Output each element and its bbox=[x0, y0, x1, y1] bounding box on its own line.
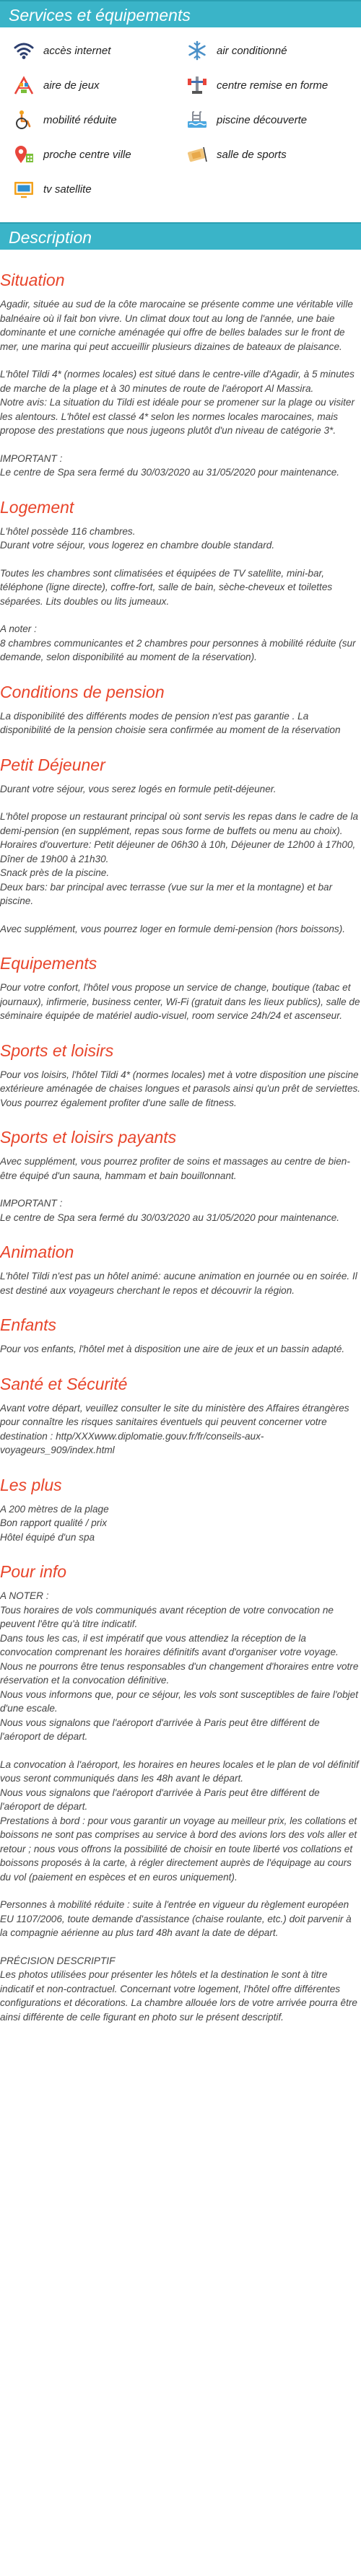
description-title: Description bbox=[9, 228, 92, 247]
service-label: centre remise en forme bbox=[217, 79, 329, 92]
section-paragraph: Agadir, située au sud de la côte marocaine se présente comme une véritable ville balnéaire où il fait bon vivre. Un climat doux tout au long de l'année, une baie dominante et une corniche aménagée qui offre de belles balades sur le front de mer, une marina qui peut accueillir plusieurs dizaines de bateaux de plaisance. bbox=[0, 299, 353, 352]
section-paragraph: A noter : 8 chambres communicantes et 2 chambres pour personnes à mobilité réduite (sur demande, selon disponibilité au moment de la réservation). bbox=[0, 623, 356, 662]
description-section bbox=[0, 953, 361, 1023]
section-heading: Logement bbox=[0, 497, 74, 517]
wheelchair-icon bbox=[12, 108, 36, 131]
description-section bbox=[0, 1374, 361, 1458]
service-label: accès internet bbox=[43, 44, 111, 57]
description-section bbox=[0, 1041, 361, 1110]
services-band bbox=[0, 0, 361, 27]
section-paragraph: A NOTER : Tous horaires de vols communiqués avant réception de votre convocation ne peuvent l'être qu'à titre indicatif. Dans tous les cas, il est impératif que vous attendiez la réception de la convocation comprenant les horaires définitifs avant d'organiser votre voyage. Nous ne pourrons être tenus responsables d'un changement d'horaires entre votre réservation et la convocation définitive. Nous vous informons que, pour ce séjour, les vols sont susceptibles de faire l'objet d'une escale. Nous vous signalons que l'aéroport d'arrivée à Paris peut être différent de l'aéroport de départ. bbox=[0, 1590, 359, 1742]
snowflake-icon bbox=[185, 39, 209, 62]
description-body bbox=[0, 250, 361, 2045]
section-heading: Situation bbox=[0, 271, 65, 289]
section-paragraph: Durant votre séjour, vous serez logés en formule petit-déjeuner. bbox=[0, 783, 277, 794]
section-heading: Petit Déjeuner bbox=[0, 755, 105, 774]
description-section bbox=[0, 1315, 361, 1357]
playground-icon bbox=[12, 74, 36, 97]
section-paragraph: A 200 mètres de la plage Bon rapport qualité / prix Hôtel équipé d'un spa bbox=[0, 1503, 109, 1543]
service-label: piscine découverte bbox=[217, 113, 308, 126]
description-section bbox=[0, 682, 361, 737]
service-item bbox=[185, 74, 349, 97]
description-section bbox=[0, 755, 361, 937]
section-paragraph: Avec supplément, vous pourrez loger en formule demi-pension (hors boissons). bbox=[0, 923, 346, 934]
tv-icon bbox=[12, 178, 36, 201]
section-heading: Sports et loisirs payants bbox=[0, 1128, 177, 1147]
description-section bbox=[0, 270, 361, 480]
sports-room-icon bbox=[185, 143, 209, 166]
location-pin-icon bbox=[12, 143, 36, 166]
section-paragraph: L'hôtel possède 116 chambres. Durant votre séjour, vous logerez en chambre double standard. bbox=[0, 525, 275, 551]
service-label: mobilité réduite bbox=[43, 113, 117, 126]
section-paragraph: Pour votre confort, l'hôtel vous propose un service de change, boutique (tabac et journaux), infirmerie, business center, Wi-Fi (gratuit dans les lieux publics), salle de séminaire équipée de matériel audio-visuel, room service 24h/24 et ascenseur. bbox=[0, 982, 360, 1021]
service-item bbox=[12, 178, 176, 201]
service-item bbox=[185, 143, 349, 166]
section-heading: Pour info bbox=[0, 1562, 67, 1581]
description-section bbox=[0, 1475, 361, 1545]
section-heading: Santé et Sécurité bbox=[0, 1374, 128, 1393]
section-heading: Sports et loisirs bbox=[0, 1041, 114, 1060]
section-paragraph: Pour vos enfants, l'hôtel met à disposition une aire de jeux et un bassin adapté. bbox=[0, 1344, 345, 1354]
description-section bbox=[0, 1127, 361, 1225]
section-paragraph: Avant votre départ, veuillez consulter le site du ministère des Affaires étrangères pour connaître les risques sanitaires éventuels qui peuvent concerner votre destination : http/XXXwww.diplomatie.gouv.fr/fr/conseils-aux-voyageurs_909/index.html bbox=[0, 1402, 349, 1455]
section-paragraph: La convocation à l'aéroport, les horaires en heures locales et le plan de vol définitif vous seront communiqués dans les 48h avant le départ. Nous vous signalons que l'aéroport d'arrivée à Paris peut être différent de l'aéroport de départ. Prestations à bord : pour vous garantir un voyage au meilleur prix, les collations et boissons ne sont pas comprises au service à bord des avions lors des vols aller et retour ; nous vous offrons la possibilité de choisir en toute liberté vos collations et boissons proposés à la carte, à régler directement auprès de l'équipage au cours du vol (paiement en espèces et en euros uniquement). bbox=[0, 1758, 359, 1883]
section-paragraph: L'hôtel propose un restaurant principal où sont servis les repas dans le cadre de la demi-pension (en supplément, repas sous forme de buffets ou menu au choix). Horaires d'ouverture: Petit déjeuner de 06h30 à 10h, Déjeuner de 12h00 à 17h00, Dîner de 19h00 à 21h30. Snack près de la piscine. Deux bars: bar principal avec terrasse (vue sur la mer et la montagne) et bar piscine. bbox=[0, 811, 359, 906]
section-heading: Equipements bbox=[0, 954, 97, 973]
service-label: salle de sports bbox=[217, 148, 287, 161]
service-item bbox=[185, 108, 349, 131]
wifi-icon bbox=[12, 39, 36, 62]
service-label: aire de jeux bbox=[43, 79, 100, 92]
description-section bbox=[0, 1561, 361, 2024]
service-item bbox=[12, 39, 176, 62]
section-heading: Enfants bbox=[0, 1315, 56, 1334]
section-paragraph: Avec supplément, vous pourrez profiter de soins et massages au centre de bien-être équipé d'un sauna, hammam et bain bouillonnant. bbox=[0, 1156, 350, 1181]
service-label: proche centre ville bbox=[43, 148, 131, 161]
service-item bbox=[185, 39, 349, 62]
description-section bbox=[0, 1242, 361, 1297]
section-paragraph: Personnes à mobilité réduite : suite à l'entrée en vigueur du règlement européen EU 1107/2006, toute demande d'assistance (chaise roulante, etc.) doit parvenir à la compagnie aérienne au plus tard 48h avant la date de départ. bbox=[0, 1899, 352, 1938]
section-heading: Conditions de pension bbox=[0, 682, 165, 701]
section-paragraph: L'hôtel Tildi n'est pas un hôtel animé: aucune animation en journée ou en soirée. Il est destiné aux voyageurs cherchant le repos et découvrir la région. bbox=[0, 1271, 357, 1296]
service-label: air conditionné bbox=[217, 44, 287, 57]
service-label: tv satellite bbox=[43, 183, 92, 196]
services-grid bbox=[0, 27, 361, 201]
services-title: Services et équipements bbox=[9, 6, 191, 25]
description-band bbox=[0, 222, 361, 250]
service-item bbox=[12, 143, 176, 166]
service-item bbox=[12, 108, 176, 131]
description-section bbox=[0, 497, 361, 665]
section-paragraph: PRÉCISION DESCRIPTIF Les photos utilisées pour présenter les hôtels et la destination le sont à titre indicatif et non-contractuel. Concernant votre logement, l'hôtel offre différentes configurations et décorations. La chambre allouée lors de votre arrivée pourra être ainsi différente de celle figurant en photo sur le présent descriptif. bbox=[0, 1955, 357, 2023]
section-paragraph: La disponibilité des différents modes de pension n'est pas garantie . La disponibilité de la pension choisie sera confirmée au moment de la réservation bbox=[0, 710, 341, 735]
section-paragraph: Pour vos loisirs, l'hôtel Tildi 4* (normes locales) met à votre disposition une piscine extérieure aménagée de chaises longues et parasols ainsi qu'un prêt de serviettes. Vous pourrez également profiter d'une salle de fitness. bbox=[0, 1069, 361, 1108]
section-paragraph: Toutes les chambres sont climatisées et équipées de TV satellite, mini-bar, téléphone (ligne directe), coffre-fort, salle de bain, sèche-cheveux et toilettes séparées. Lits doubles ou lits jumeaux. bbox=[0, 567, 333, 607]
section-heading: Animation bbox=[0, 1243, 74, 1261]
fitness-icon bbox=[185, 74, 209, 97]
section-paragraph: IMPORTANT : Le centre de Spa sera fermé du 30/03/2020 au 31/05/2020 pour maintenance. bbox=[0, 452, 340, 478]
section-paragraph: L'hôtel Tildi 4* (normes locales) est situé dans le centre-ville d'Agadir, à 5 minutes de marche de la plage et à 30 minutes de route de l'aéroport Al Massira. Notre avis: La situation du Tildi est idéale pour se promener sur la plage ou visiter les alentours. L'hôtel est classé 4* selon les normes locales marocaines, mais propose des prestations que nous jugeons plutôt d'un niveau de catégorie 3*. bbox=[0, 369, 355, 436]
section-paragraph: IMPORTANT : Le centre de Spa sera fermé du 30/03/2020 au 31/05/2020 pour maintenance. bbox=[0, 1198, 340, 1223]
service-item bbox=[12, 74, 176, 97]
pool-icon bbox=[185, 108, 209, 131]
section-heading: Les plus bbox=[0, 1475, 62, 1494]
